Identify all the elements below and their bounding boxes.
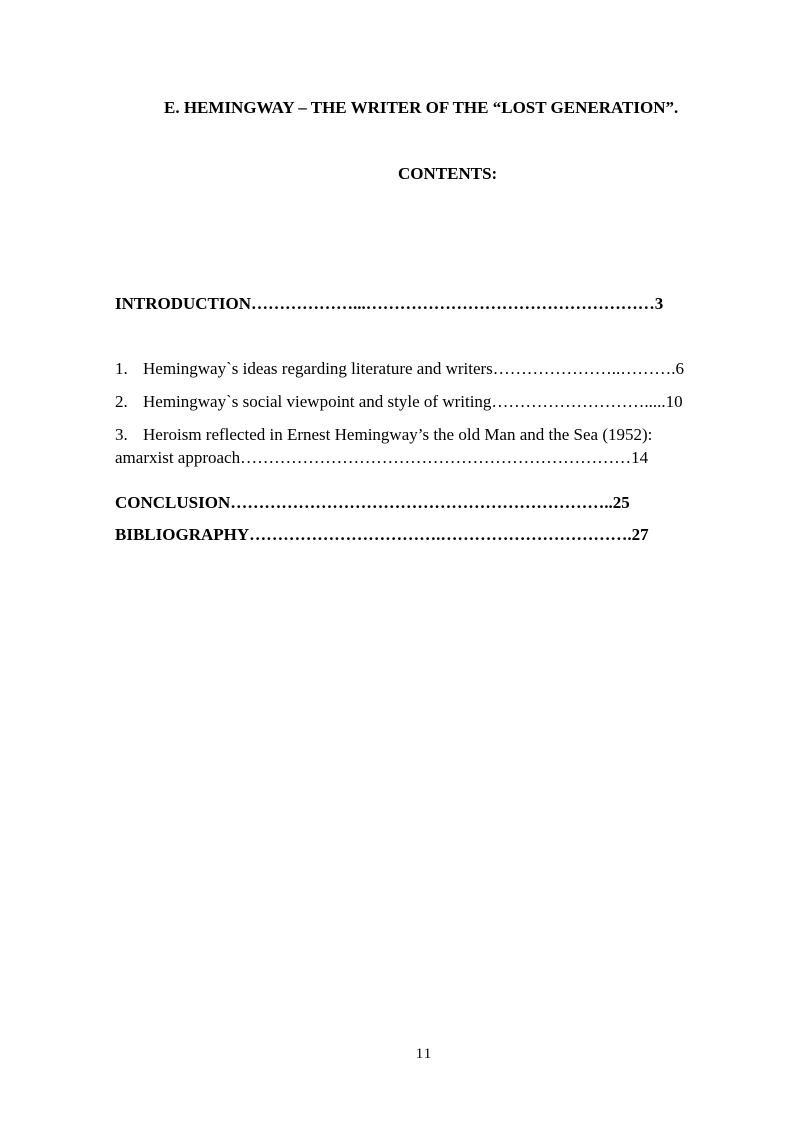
toc-chapter-text: Heroism reflected in Ernest Hemingway’s the old Man and the Sea (1952): xyxy=(143,425,653,444)
page-number: 11 xyxy=(415,1046,433,1062)
toc-chapter-number: 2. xyxy=(115,392,128,411)
toc-entry-bibliography: BIBLIOGRAPHY…………………………….…………………………….27 xyxy=(115,525,649,544)
toc-chapter-number: 1. xyxy=(115,359,128,378)
toc-entry-conclusion: CONCLUSION…………………………………………………………..25 xyxy=(115,493,630,512)
toc-entry-chapter-1 xyxy=(115,359,684,379)
toc-chapter-text: Hemingway`s ideas regarding literature and writers…………………..……….6 xyxy=(143,359,685,378)
toc-chapter-text: Hemingway`s social viewpoint and style of writing……………………….....10 xyxy=(143,392,683,411)
document-title: E. HEMINGWAY – THE WRITER OF THE “LOST GENERATION”. xyxy=(164,98,679,117)
toc-chapter-number: 3. xyxy=(115,425,128,444)
toc-entry-chapter-3 xyxy=(115,425,652,445)
toc-entry-introduction: INTRODUCTION………………...……………………………………………3 xyxy=(115,294,664,313)
contents-heading: CONTENTS: xyxy=(398,164,498,183)
toc-entry-chapter-3-continuation: amarxist approach……………………………………………………………14 xyxy=(115,448,649,467)
toc-entry-chapter-2 xyxy=(115,392,683,412)
